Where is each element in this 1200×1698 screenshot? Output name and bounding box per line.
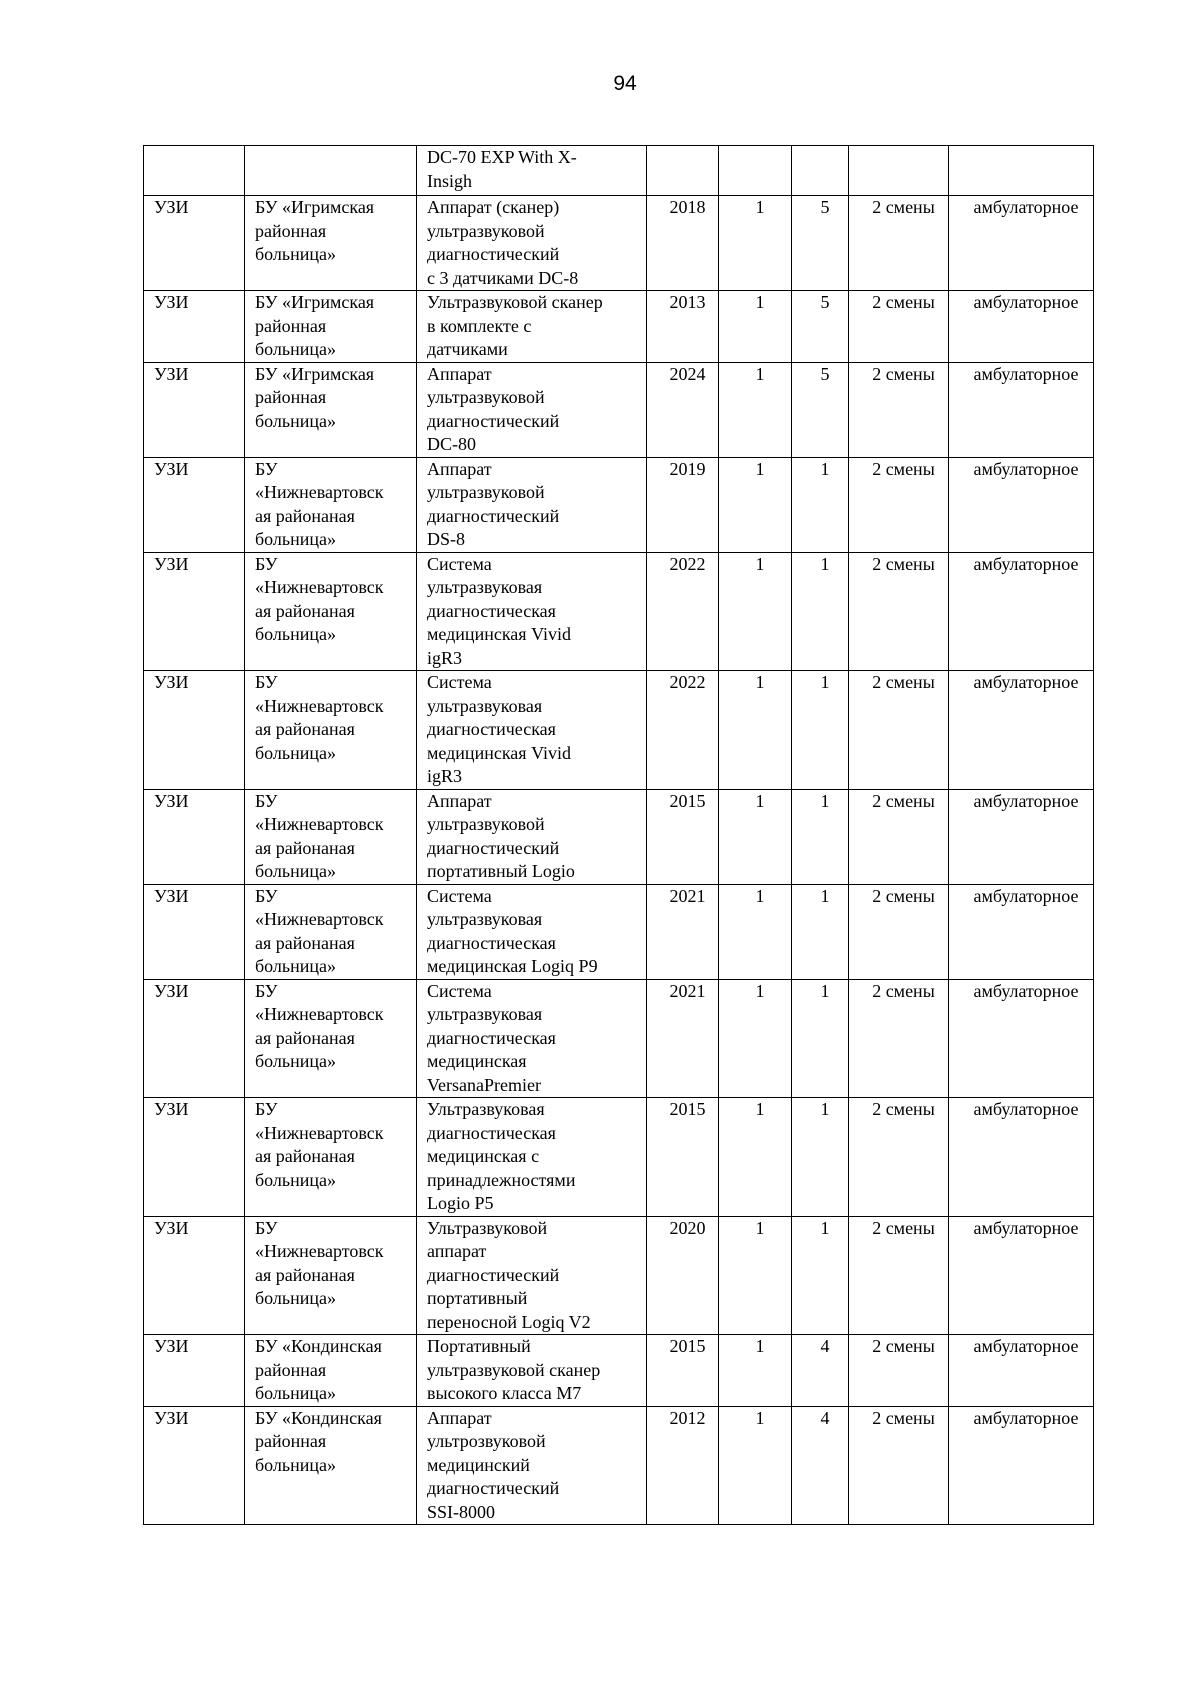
exam-type-cell bbox=[144, 146, 245, 196]
quantity-cell: 1 bbox=[719, 196, 792, 291]
shifts-cell: 2 смены bbox=[849, 291, 949, 363]
table-row bbox=[144, 362, 1094, 457]
days-cell: 5 bbox=[792, 362, 849, 457]
shifts-cell: 2 смены bbox=[849, 1216, 949, 1335]
equipment-name-cell: Ультразвуковая диагностическая медицинская с принадлежностями Logio P5 bbox=[417, 1098, 647, 1217]
quantity-cell: 1 bbox=[719, 1335, 792, 1407]
year-cell: 2015 bbox=[647, 1098, 719, 1217]
table-row bbox=[144, 146, 1094, 196]
organization-cell: БУ «Нижневартовск ая районаная больница» bbox=[245, 552, 417, 671]
table-body bbox=[144, 146, 1094, 1525]
care-mode-cell: амбулаторное bbox=[949, 196, 1094, 291]
organization-cell: БУ «Игримская районная больница» bbox=[245, 362, 417, 457]
year-cell: 2022 bbox=[647, 671, 719, 790]
organization-cell: БУ «Нижневартовск ая районаная больница» bbox=[245, 979, 417, 1098]
quantity-cell: 1 bbox=[719, 362, 792, 457]
exam-type-cell: УЗИ bbox=[144, 1098, 245, 1217]
days-cell: 1 bbox=[792, 1098, 849, 1217]
days-cell: 5 bbox=[792, 196, 849, 291]
table-row bbox=[144, 1406, 1094, 1525]
quantity-cell: 1 bbox=[719, 1216, 792, 1335]
exam-type-cell: УЗИ bbox=[144, 789, 245, 884]
care-mode-cell: амбулаторное bbox=[949, 1216, 1094, 1335]
quantity-cell: 1 bbox=[719, 789, 792, 884]
equipment-name-cell: Аппарат ультразвуковой диагностический DS-8 bbox=[417, 457, 647, 552]
exam-type-cell: УЗИ bbox=[144, 671, 245, 790]
page-number: 94 bbox=[613, 72, 637, 95]
year-cell: 2024 bbox=[647, 362, 719, 457]
shifts-cell bbox=[849, 146, 949, 196]
days-cell: 4 bbox=[792, 1335, 849, 1407]
shifts-cell: 2 смены bbox=[849, 457, 949, 552]
year-cell: 2013 bbox=[647, 291, 719, 363]
quantity-cell: 1 bbox=[719, 1098, 792, 1217]
table-row bbox=[144, 196, 1094, 291]
shifts-cell: 2 смены bbox=[849, 362, 949, 457]
exam-type-cell: УЗИ bbox=[144, 979, 245, 1098]
organization-cell: БУ «Игримская районная больница» bbox=[245, 196, 417, 291]
organization-cell: БУ «Кондинская районная больница» bbox=[245, 1335, 417, 1407]
exam-type-cell: УЗИ bbox=[144, 1216, 245, 1335]
shifts-cell: 2 смены bbox=[849, 671, 949, 790]
year-cell: 2015 bbox=[647, 789, 719, 884]
quantity-cell: 1 bbox=[719, 1406, 792, 1525]
year-cell: 2022 bbox=[647, 552, 719, 671]
organization-cell: БУ «Нижневартовск ая районаная больница» bbox=[245, 671, 417, 790]
shifts-cell: 2 смены bbox=[849, 1335, 949, 1407]
equipment-table bbox=[143, 145, 1094, 1525]
table-row bbox=[144, 1335, 1094, 1407]
year-cell bbox=[647, 146, 719, 196]
table-row bbox=[144, 884, 1094, 979]
year-cell: 2021 bbox=[647, 979, 719, 1098]
days-cell: 1 bbox=[792, 671, 849, 790]
equipment-name-cell: Портативный ультразвуковой сканер высокого класса M7 bbox=[417, 1335, 647, 1407]
exam-type-cell: УЗИ bbox=[144, 884, 245, 979]
quantity-cell: 1 bbox=[719, 671, 792, 790]
quantity-cell: 1 bbox=[719, 979, 792, 1098]
organization-cell: БУ «Нижневартовск ая районаная больница» bbox=[245, 457, 417, 552]
organization-cell: БУ «Нижневартовск ая районаная больница» bbox=[245, 1216, 417, 1335]
table-row bbox=[144, 1098, 1094, 1217]
days-cell: 4 bbox=[792, 1406, 849, 1525]
exam-type-cell: УЗИ bbox=[144, 291, 245, 363]
care-mode-cell bbox=[949, 146, 1094, 196]
equipment-name-cell: Аппарат ультразвуковой диагностический портативный Logio bbox=[417, 789, 647, 884]
exam-type-cell: УЗИ bbox=[144, 362, 245, 457]
days-cell: 1 bbox=[792, 1216, 849, 1335]
organization-cell: БУ «Нижневартовск ая районаная больница» bbox=[245, 789, 417, 884]
days-cell: 1 bbox=[792, 884, 849, 979]
days-cell: 5 bbox=[792, 291, 849, 363]
year-cell: 2018 bbox=[647, 196, 719, 291]
organization-cell: БУ «Игримская районная больница» bbox=[245, 291, 417, 363]
shifts-cell: 2 смены bbox=[849, 196, 949, 291]
equipment-name-cell: Аппарат ультразвуковой диагностический DC-80 bbox=[417, 362, 647, 457]
year-cell: 2021 bbox=[647, 884, 719, 979]
shifts-cell: 2 смены bbox=[849, 552, 949, 671]
year-cell: 2015 bbox=[647, 1335, 719, 1407]
exam-type-cell: УЗИ bbox=[144, 457, 245, 552]
care-mode-cell: амбулаторное bbox=[949, 1335, 1094, 1407]
equipment-name-cell: Аппарат (сканер) ультразвуковой диагностический с 3 датчиками DC-8 bbox=[417, 196, 647, 291]
quantity-cell: 1 bbox=[719, 457, 792, 552]
equipment-name-cell: Система ультразвуковая диагностическая медицинская Vivid igR3 bbox=[417, 552, 647, 671]
year-cell: 2012 bbox=[647, 1406, 719, 1525]
organization-cell bbox=[245, 146, 417, 196]
equipment-name-cell: Система ультразвуковая диагностическая медицинская VersanaPremier bbox=[417, 979, 647, 1098]
care-mode-cell: амбулаторное bbox=[949, 457, 1094, 552]
equipment-name-cell: Ультразвуковой сканер в комплекте с датчиками bbox=[417, 291, 647, 363]
table-row bbox=[144, 1216, 1094, 1335]
shifts-cell: 2 смены bbox=[849, 1098, 949, 1217]
days-cell: 1 bbox=[792, 789, 849, 884]
year-cell: 2019 bbox=[647, 457, 719, 552]
quantity-cell: 1 bbox=[719, 552, 792, 671]
table-row bbox=[144, 291, 1094, 363]
exam-type-cell: УЗИ bbox=[144, 1335, 245, 1407]
care-mode-cell: амбулаторное bbox=[949, 552, 1094, 671]
quantity-cell: 1 bbox=[719, 884, 792, 979]
equipment-name-cell: Ультразвуковой аппарат диагностический портативный переносной Logiq V2 bbox=[417, 1216, 647, 1335]
shifts-cell: 2 смены bbox=[849, 1406, 949, 1525]
year-cell: 2020 bbox=[647, 1216, 719, 1335]
care-mode-cell: амбулаторное bbox=[949, 362, 1094, 457]
table-row bbox=[144, 979, 1094, 1098]
table-row bbox=[144, 789, 1094, 884]
care-mode-cell: амбулаторное bbox=[949, 1098, 1094, 1217]
organization-cell: БУ «Кондинская районная больница» bbox=[245, 1406, 417, 1525]
care-mode-cell: амбулаторное bbox=[949, 979, 1094, 1098]
table-row bbox=[144, 552, 1094, 671]
care-mode-cell: амбулаторное bbox=[949, 671, 1094, 790]
days-cell: 1 bbox=[792, 979, 849, 1098]
care-mode-cell: амбулаторное bbox=[949, 291, 1094, 363]
care-mode-cell: амбулаторное bbox=[949, 1406, 1094, 1525]
shifts-cell: 2 смены bbox=[849, 884, 949, 979]
shifts-cell: 2 смены bbox=[849, 789, 949, 884]
organization-cell: БУ «Нижневартовск ая районаная больница» bbox=[245, 1098, 417, 1217]
equipment-name-cell: Аппарат ультрозвуковой медицинский диагностический SSI-8000 bbox=[417, 1406, 647, 1525]
equipment-name-cell: DC-70 EXP With X- Insigh bbox=[417, 146, 647, 196]
table-row bbox=[144, 671, 1094, 790]
quantity-cell bbox=[719, 146, 792, 196]
table-row bbox=[144, 457, 1094, 552]
days-cell bbox=[792, 146, 849, 196]
days-cell: 1 bbox=[792, 552, 849, 671]
equipment-name-cell: Система ультразвуковая диагностическая медицинская Logiq P9 bbox=[417, 884, 647, 979]
equipment-name-cell: Система ультразвуковая диагностическая медицинская Vivid igR3 bbox=[417, 671, 647, 790]
days-cell: 1 bbox=[792, 457, 849, 552]
care-mode-cell: амбулаторное bbox=[949, 789, 1094, 884]
exam-type-cell: УЗИ bbox=[144, 196, 245, 291]
exam-type-cell: УЗИ bbox=[144, 552, 245, 671]
shifts-cell: 2 смены bbox=[849, 979, 949, 1098]
quantity-cell: 1 bbox=[719, 291, 792, 363]
care-mode-cell: амбулаторное bbox=[949, 884, 1094, 979]
exam-type-cell: УЗИ bbox=[144, 1406, 245, 1525]
organization-cell: БУ «Нижневартовск ая районаная больница» bbox=[245, 884, 417, 979]
